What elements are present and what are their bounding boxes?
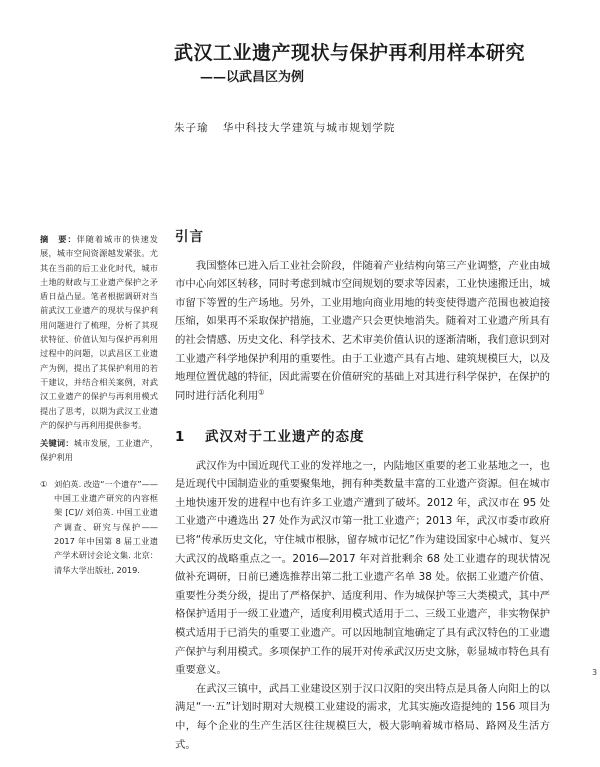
footnote-text: 刘伯英. 改造“一个遗存”——中国工业遗产研究的内容框架 [C]// 刘伯英. 中国工业遗产调查、研究与保护——2017 年中国第 8 届工业遗产学术研讨会论文集. 北京：清华大学出版社, 2019. [54,478,158,575]
intro-paragraph [175,257,550,406]
intro-section [175,228,550,405]
section-1-number: 1 [175,429,186,445]
section-1-paragraph-2: 在武汉三镇中，武昌工业建设区别于汉口汉阳的突出特点是具备人向阳上的以满足“一·五”计划时期对大规模工业建设的需求，尤其实施改造提纯的 156 项目为中，每个企业的生产生活区往往规模巨大，极大影响着城市格局、路网及生活方式。 [175,682,550,751]
footnote-ref: ① [258,388,265,397]
intro-heading: 引言 [175,229,204,245]
section-1 [175,428,550,754]
section-1-title: 武汉对于工业遗产的态度 [205,429,365,445]
keywords-label: 关键词： [40,438,74,449]
abstract-text: 伴随着城市的快速发展，城市空间资源越发紧张。尤其在当前的后工业化时代，城市土地的财政与工业遗产保护之矛盾日益凸显。笔者根据调研对当前武汉工业遗产的现状与保护利用问题进行了梳理，分析了其现状特征、价值认知与保护再利用过程中的问题，以武昌区工业遗产为例，提出了其保护利用的若干建议，并结合相关案例，对武汉工业遗产的保护与再利用模式提出了思考，以期为武汉工业遗产的保护与再利用提供参考。 [40,234,158,430]
author-affiliation: 华中科技大学建筑与城市规划学院 [222,122,396,134]
sidebar [40,232,158,577]
article-subtitle: ——以武昌区为例 [200,70,305,85]
footnote-mark: ① [40,478,48,489]
author-name: 朱子瑜 [174,122,209,134]
section-1-heading [175,428,550,447]
keywords [40,436,158,465]
abstract [40,232,158,432]
page-edge-glyph: 3 [592,668,598,677]
intro-paragraph-text: 我国整体已进入后工业社会阶段，伴随着产业结构向第三产业调整，产业由城市中心向郊区转移，同时考虑到城市空间规划的要求等因素，工业快速搬迁出，城市留下等置的生产场地。另外，工业用地向商业用地的转变使得遗产范围也被迫接压缩，如果再不采取保护措施，工业遗产只会更快地消失。随着对工业遗产所具有的社会情感、历史文化、科学技术、艺术审美价值认识的逐渐清晰，我们意识到对工业遗产科学地保护利用的重要性。由于工业遗产具有占地、建筑规模巨大，以及地理位置优越的特征，因此需要在价值研究的基础上对其进行科学保护，在保护的同时进行活化利用 [175,259,550,402]
author-line [174,120,395,135]
section-1-paragraph-1: 武汉作为中国近现代工业的发祥地之一，内陆地区重要的老工业基地之一，也是近现代中国制造业的重要聚集地，拥有种类数量丰富的工业遗产资源。但在城市土地快速开发的进程中也有许多工业遗产遭到了破坏。2012 年，武汉市在 95 处工业遗产中遴选出 27 处作为武汉市第一批工业遗产；2013 年，武汉市委市政府已将“传承历史文化，守住城市根脉，留存城市记忆”作为建设国家中心城市、复兴大武汉的战略重点之一。2016—2017 年对首批剩余 68 处工业遗存的现状情况做补充调研，日前已遴选推荐出第二批工业遗产名单 38 处。依据工业遗产价值、重要性分类分级，提出了严格保护、适度利用、作为城保护等三大类模式，其中严格保护适用于一级工业遗产，适度利用模式适用于二、三级工业遗产，非实物保护模式适用于已消失的重要工业遗产。可以因地制宜地确定了具有武汉特色的工业遗产保护与利用模式。多项保护工作的展开对传承武汉历史文脉，彰显城市特色具有重要意义。 [175,459,550,677]
keywords-text: 城市发展，工业遗产，保护利用 [40,438,158,463]
article-title: 武汉工业遗产现状与保护再利用样本研究 [174,42,526,64]
abstract-label: 摘 要： [40,234,77,244]
footnote [40,477,158,577]
